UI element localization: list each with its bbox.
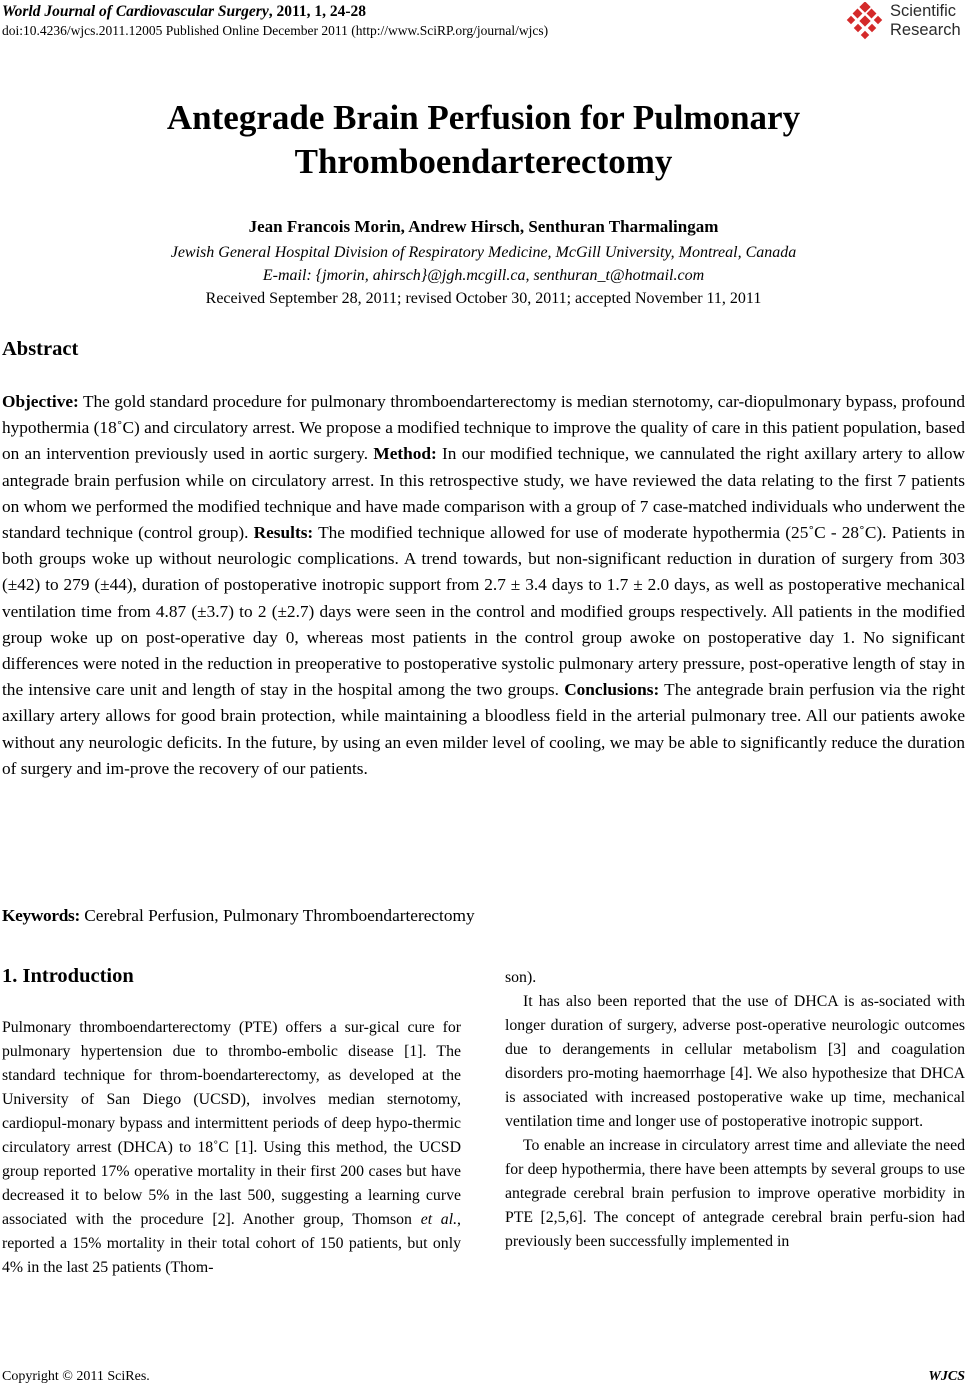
abstract-body <box>2 389 965 782</box>
abstract-heading: Abstract <box>2 338 79 360</box>
intro-paragraph-3: To enable an increase in circulatory arrest time and alleviate the need for deep hypothermia, there have been attempts by several groups to use antegrade cerebral brain perfusion to improve operative morbidity in PTE [2,5,6]. The concept of antegrade cerebral brain perfu-sion had previously been successfully implemented in <box>505 1137 965 1250</box>
objective-label: Objective: <box>2 392 79 411</box>
publisher-logo <box>846 2 967 42</box>
right-column <box>505 966 965 1254</box>
publisher-logo-icon <box>846 2 886 42</box>
intro-paragraph-2: It has also been reported that the use of DHCA is as-sociated with longer duration of surgery, adverse post-operative neurologic outcomes due to derangements in cellular metabolism [3] and coagulation disorders pro-moting haemorrhage [4]. We also hypothesize that DHCA is associated with increased postoperative wake up time, mechanical ventilation time and longer use of postoperative inotropic support. <box>505 993 965 1130</box>
logo-line-1: Scientific <box>890 2 957 20</box>
received-dates: Received September 28, 2011; revised October 30, 2011; accepted November 11, 2011 <box>205 290 762 307</box>
journal-volume: , 2011, 1, 24-28 <box>268 3 367 20</box>
logo-line-2: Research <box>890 21 961 39</box>
method-text: In our modified technique, we cannulated the right axillary artery to allow antegrade brain perfusion while on circulatory arrest. In this retrospective study, we have reviewed the data relating to the first 7 patients on whom we performed the modified technique and have made comparison with a group of 7 case-matched individuals who underwent the standard technique (control group). <box>2 444 965 543</box>
keywords-label: Keywords: <box>2 906 80 925</box>
keywords <box>2 906 475 926</box>
left-column <box>2 1016 461 1280</box>
intro-p1-etal: et al. <box>420 1211 458 1228</box>
copyright: Copyright © 2011 SciRes. <box>2 1369 150 1384</box>
intro-continuation: son). <box>505 969 537 986</box>
publisher-logo-text <box>890 2 961 40</box>
method-label: Method: <box>373 444 437 464</box>
objective-text: The gold standard procedure for pulmonary thromboendarterectomy is median sternotomy, car-diopulmonary bypass, profound hypothermia (18˚C) and circulatory arrest. We propose a modified technique to improve the quality of care in this patient population, based on an intervention previously used in aortic surgery. <box>2 392 965 464</box>
intro-paragraph-1 <box>2 1016 461 1280</box>
email: E-mail: {jmorin, ahirsch}@jgh.mcgill.ca, senthuran_t@hotmail.com <box>262 267 705 284</box>
intro-p1-text-a: Pulmonary thromboendarterectomy (PTE) offers a sur-gical cure for pulmonary hypertension due to thrombo-embolic disease [1]. The standard technique for throm-boendarterectomy, as developed at the University of San Diego (UCSD), involves median sternotomy, cardiopul-monary bypass and intermittent periods of deep hypo-thermic circulatory arrest (DHCA) to 18˚C [1]. Using this method, the UCSD group reported 17% operative mortality in their first 200 cases but have decreased it to below 5% in the last 500, suggesting a learning curve associated with the procedure [2]. Another group, Thomson <box>2 1019 461 1228</box>
conclusions-text: The antegrade brain perfusion via the right axillary artery allows for good brain protection, while maintaining a bloodless field in the arterial pulmonary tree. All our patients awoke without any neurologic deficits. In the future, by using an even milder level of cooling, we may be able to significantly reduce the duration of surgery and im-prove the recovery of our patients. <box>2 680 965 778</box>
affiliation: Jewish General Hospital Division of Respiratory Medicine, McGill University, Montreal, Canada <box>170 244 797 261</box>
conclusions-label: Conclusions: <box>564 680 660 700</box>
journal-abbreviation: WJCS <box>928 1369 965 1384</box>
journal-header <box>2 3 366 21</box>
authors: Jean Francois Morin, Andrew Hirsch, Senthuran Tharmalingam <box>248 217 719 236</box>
paper-title <box>0 96 967 184</box>
results-text: The modified technique allowed for use of moderate hypothermia (25˚C - 28˚C). Patients in both groups woke up without neurologic complications. A trend towards, but non-significant reduction in duration of surgery from 303 (±42) to 279 (±44), duration of postoperative inotropic support from 2.7 ± 3.4 days to 1.7 ± 2.0 days, as well as postoperative mechanical ventilation time from 4.87 (±3.7) to 2 (±2.7) days were seen in the control and modified groups respectively. All patients in the modified group woke up on post-operative day 0, whereas most patients in the control group awoke on postoperative day 1. No significant differences were noted in the reduction in preoperative to postoperative systolic pulmonary artery pressure, post-operative length of stay in the intensive care unit and length of stay in the hospital among the two groups. <box>2 523 965 700</box>
journal-name: World Journal of Cardiovascular Surgery <box>2 3 269 20</box>
title-line-1: Antegrade Brain Perfusion for Pulmonary <box>166 98 801 137</box>
results-label: Results: <box>253 523 314 543</box>
keywords-text: Cerebral Perfusion, Pulmonary Thromboendarterectomy <box>79 906 475 925</box>
doi-line: doi:10.4236/wjcs.2011.12005 Published Online December 2011 (http://www.SciRP.org/journal/wjcs) <box>2 23 549 38</box>
title-line-2: Thromboendarterectomy <box>294 142 673 181</box>
intro-p1-text-b: , reported a 15% mortality in their total cohort of 150 patients, but only 4% in the last 25 patients (Thom- <box>2 1211 461 1276</box>
section-heading-introduction: 1. Introduction <box>2 965 134 987</box>
